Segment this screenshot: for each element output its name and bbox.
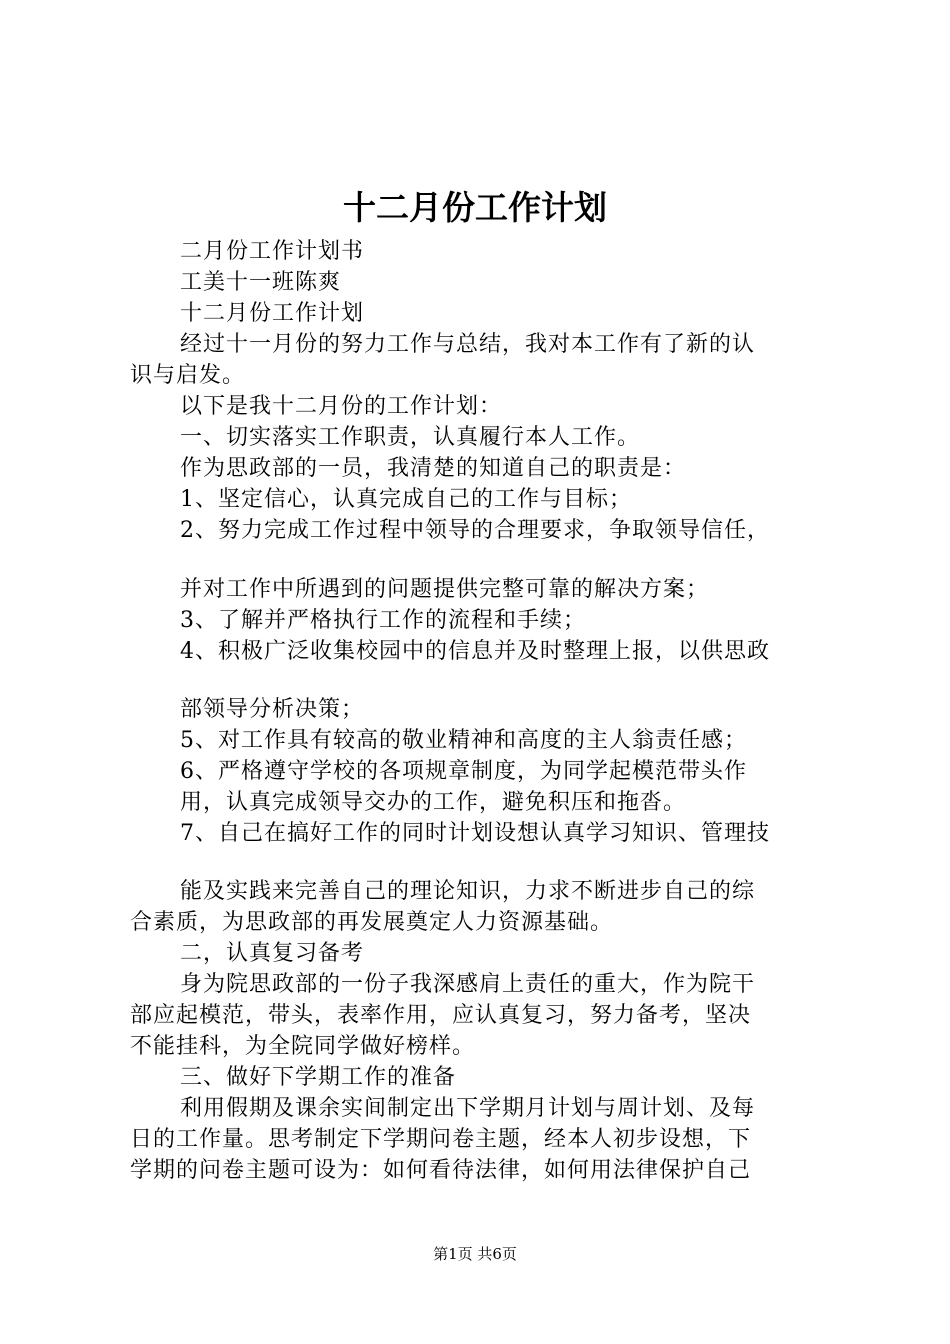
text-line: 部领导分析决策；: [180, 697, 365, 722]
text-line: 7、自己在搞好工作的同时计划设想认真学习知识、管理技: [180, 821, 770, 846]
text-line: 部应起模范，带头，表率作用，应认真复习，努力备考，坚决: [130, 1003, 752, 1028]
text-line: 十二月份工作计划: [180, 301, 365, 326]
text-line: 4、积极广泛收集校园中的信息并及时整理上报，以供思政: [180, 639, 770, 664]
text-line: 学期的问卷主题可设为：如何看待法律，如何用法律保护自己: [130, 1158, 752, 1183]
text-line: 3、了解并严格执行工作的流程和手续；: [180, 608, 586, 633]
text-line: 经过十一月份的努力工作与总结，我对本工作有了新的认: [180, 332, 756, 357]
text-line: 合素质，为思政部的再发展奠定人力资源基础。: [130, 910, 614, 935]
document-title: 十二月份工作计划: [343, 188, 607, 227]
text-line: 三、做好下学期工作的准备: [180, 1065, 457, 1090]
text-line: 作为思政部的一员，我清楚的知道自己的职责是：: [180, 456, 687, 481]
text-line: 能及实践来完善自己的理论知识，力求不断进步自己的综: [180, 879, 756, 904]
text-line: 利用假期及课余实间制定出下学期月计划与周计划、及每: [180, 1096, 756, 1121]
text-line: 二，认真复习备考: [180, 941, 365, 966]
text-line: 二月份工作计划书: [180, 239, 365, 264]
page-number: 第1页 共6页: [433, 1245, 517, 1263]
text-line: 并对工作中所遇到的问题提供完整可靠的解决方案；: [180, 577, 710, 602]
text-line: 识与启发。: [130, 363, 246, 388]
text-line: 工美十一班陈爽: [180, 270, 342, 295]
text-line: 日的工作量。思考制定下学期问卷主题，经本人初步设想，下: [130, 1127, 752, 1152]
text-line: 1、坚定信心，认真完成自己的工作与目标；: [180, 487, 632, 512]
text-line: 用，认真完成领导交办的工作，避免积压和拖沓。: [180, 790, 687, 815]
text-line: 2、努力完成工作过程中领导的合理要求，争取领导信任，: [180, 518, 770, 543]
text-line: 一、切实落实工作职责，认真履行本人工作。: [180, 425, 641, 450]
text-line: 6、严格遵守学校的各项规章制度，为同学起模范带头作: [180, 759, 747, 784]
text-line: 身为院思政部的一份子我深感肩上责任的重大，作为院干: [180, 972, 756, 997]
text-line: 5、对工作具有较高的敬业精神和高度的主人翁责任感；: [180, 728, 747, 753]
text-line: 不能挂科，为全院同学做好榜样。: [130, 1034, 476, 1059]
text-line: 以下是我十二月份的工作计划：: [180, 394, 503, 419]
